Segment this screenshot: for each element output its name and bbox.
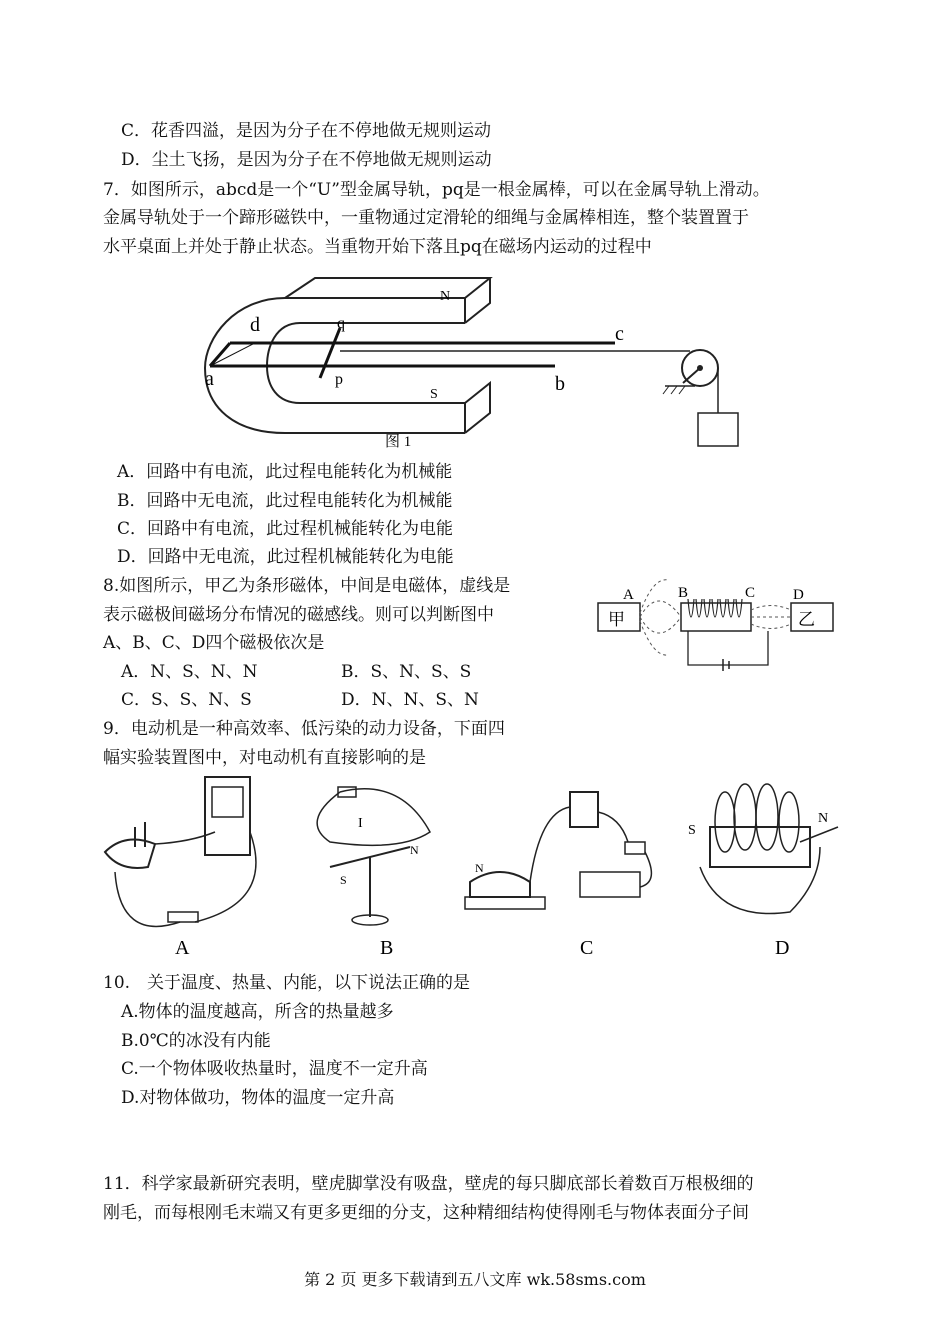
q6-option-d: D．尘土飞扬，是因为分子在不停地做无规则运动 [121, 150, 492, 170]
q9-stem-line1: 9．电动机是一种高效率、低污染的动力设备，下面四 [103, 719, 505, 739]
q9-label-c: C [580, 937, 594, 959]
q7-option-a: A．回路中有电流，此过程电能转化为机械能 [117, 462, 453, 482]
q8-label-yi: 乙 [798, 610, 815, 629]
q10-option-b: B.0℃的冰没有内能 [121, 1031, 271, 1051]
q7-stem-line2: 金属导轨处于一个蹄形磁铁中，一重物通过定滑轮的细绳与金属棒相连，整个装置置于 [103, 208, 749, 228]
q9-b-current-label: I [358, 816, 363, 831]
q9-stem-line2: 幅实验装置图中，对电动机有直接影响的是 [103, 748, 426, 768]
q9-figure-a [105, 777, 256, 959]
q8-label-a: A [623, 587, 634, 603]
q7-label-s: S [430, 387, 438, 402]
q8-stem-line3: A、B、C、D四个磁极依次是 [103, 633, 325, 653]
q7-label-q: q [337, 315, 345, 332]
q11-stem-line2: 刚毛，而每根刚毛末端又有更多更细的分支，这种精细结构使得刚毛与物体表面分子间 [103, 1203, 749, 1223]
q10-option-a: A.物体的温度越高，所含的热量越多 [121, 1002, 394, 1022]
q7-label-n: N [440, 289, 451, 304]
q9-figure-c [465, 792, 651, 959]
q8-label-d: D [793, 587, 804, 603]
q9-figure-b [317, 787, 430, 959]
q8-stem-line1: 8.如图所示，甲乙为条形磁体，中间是电磁体，虚线是 [103, 576, 511, 596]
q10-option-c: C.一个物体吸收热量时，温度不一定升高 [121, 1059, 428, 1079]
q7-label-p: p [335, 371, 343, 388]
q9-label-a: A [175, 937, 190, 959]
q7-label-c: c [615, 323, 624, 345]
q9-figure-d [688, 784, 838, 959]
q8-figure-magnets [593, 575, 843, 680]
q9-b-s-label: S [340, 873, 347, 887]
q8-label-jia: 甲 [608, 610, 625, 629]
q6-option-c: C．花香四溢，是因为分子在不停地做无规则运动 [121, 121, 492, 141]
q7-figure-caption: 图 1 [385, 434, 412, 450]
q8-stem-line2: 表示磁极间磁场分布情况的磁感线。则可以判断图中 [103, 605, 494, 625]
q8-option-a: A．N、S、N、N [121, 662, 258, 682]
q8-label-c: C [745, 585, 756, 601]
q7-label-b: b [555, 373, 565, 395]
q7-stem-line1: 7．如图所示，abcd是一个“U”型金属导轨，pq是一根金属棒，可以在金属导轨上滑动。 [103, 180, 770, 200]
q9-figure-experiments [100, 772, 845, 967]
q7-option-b: B．回路中无电流，此过程电能转化为机械能 [117, 491, 453, 511]
q7-label-d: d [250, 314, 260, 336]
q7-stem-line3: 水平桌面上并处于静止状态。当重物开始下落且pq在磁场内运动的过程中 [103, 237, 652, 257]
q9-label-b: B [380, 937, 394, 959]
q7-option-c: C．回路中有电流，此过程机械能转化为电能 [117, 519, 454, 539]
q9-d-n-label: N [818, 811, 829, 826]
q8-option-b: B．S、N、S、S [341, 662, 472, 682]
q8-option-c: C．S、S、N、S [121, 690, 252, 710]
q10-option-d: D.对物体做功，物体的温度一定升高 [121, 1088, 395, 1108]
q9-label-d: D [775, 937, 790, 959]
q9-d-s-label: S [688, 823, 696, 838]
q10-stem: 10. 关于温度、热量、内能，以下说法正确的是 [103, 973, 471, 993]
q9-b-n-label: N [410, 843, 419, 857]
q8-option-d: D．N、N、S、N [341, 690, 479, 710]
page-footer: 第 2 页 更多下载请到五八文库 wk.58sms.com [304, 1270, 646, 1289]
q7-figure-magnet-rail [195, 268, 760, 453]
q7-option-d: D．回路中无电流，此过程机械能转化为电能 [117, 547, 454, 567]
q11-stem-line1: 11．科学家最新研究表明，壁虎脚掌没有吸盘，壁虎的每只脚底部长着数百万根极细的 [103, 1174, 754, 1194]
q7-label-a: a [205, 368, 214, 390]
q8-label-b: B [678, 585, 689, 601]
q9-c-n-label: N [475, 861, 484, 875]
